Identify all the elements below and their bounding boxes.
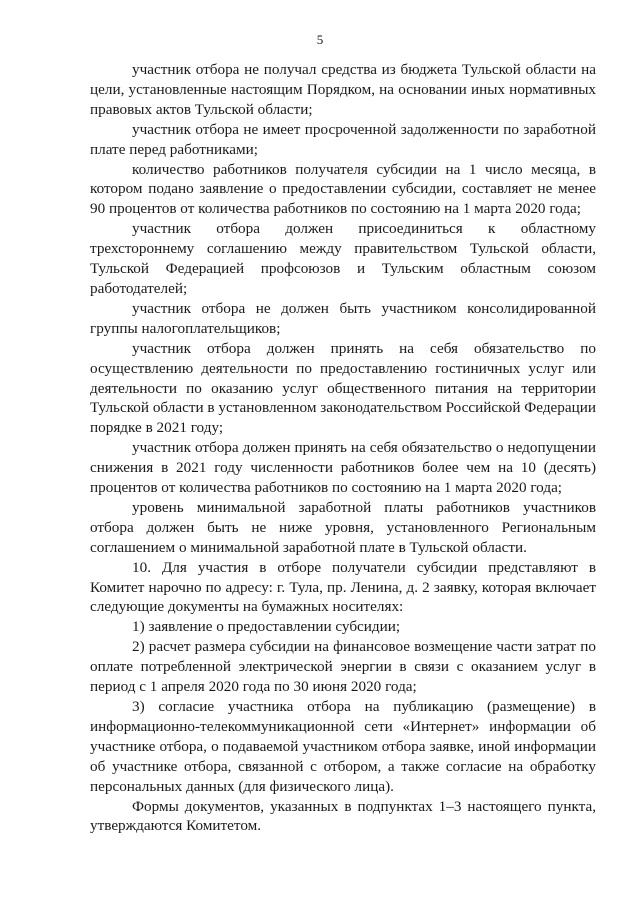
document-body [90,60,596,836]
list-item-3: 3) согласие участника отбора на публикацию (размещение) в информационно-телекоммуникационной сети «Интернет» информации об участнике отбора, о подаваемой участником отбора заявке, иной информации об участнике отбора, связанной с отбором, а также согласие на обработку персональных данных (для физического лица). [90,698,596,795]
paragraph-clause-10: 10. Для участия в отборе получатели субсидии представляют в Комитет нарочно по адресу: г. Тула, пр. Ленина, д. 2 заявку, которая включает следующие документы на бумажных носителях: [90,558,596,616]
paragraph-activity-obligation: участник отбора должен принять на себя обязательство по осуществлению деятельности по предоставлению гостиничных услуг или деятельности по оказанию услуг общественного питания на территории Тульской области в установленном законодательством Российской Федерации порядке в 2021 году; [90,339,596,437]
list-item-2: 2) расчет размера субсидии на финансовое возмещение части затрат по оплате потребленной электрической энергии в связи с оказанием услуг в период с 1 апреля 2020 года по 30 июня 2020 года; [90,638,596,696]
paragraph-tripartite-agreement: участник отбора должен присоединиться к областному трехстороннему соглашению между правительством Тульской области, Тульской Федерацией профсоюзов и Тульским областным союзом работодателей; [90,220,596,297]
list-item-1: 1) заявление о предоставлении субсидии; [132,618,401,636]
paragraph-minimum-wage: уровень минимальной заработной платы работников участников отбора должен быть не ниже уровня, установленного Региональным соглашением о минимальной заработной плате в Тульской области. [90,498,596,556]
paragraph-no-budget-funds: участник отбора не получал средства из бюджета Тульской области на цели, установленные настоящим Порядком, на основании иных нормативных правовых актов Тульской области; [90,61,596,118]
paragraph-employee-count: количество работников получателя субсидии на 1 число месяца, в котором подано заявление о предоставлении субсидии, составляет не менее 90 процентов от количества работников по состоянию на 1 марта 2020 года; [90,160,596,218]
paragraph-consolidated-group: участник отбора не должен быть участником консолидированной группы налогоплательщиков; [90,299,596,337]
paragraph-headcount-obligation: участник отбора должен принять на себя обязательство о недопущении снижения в 2021 году численности работников более чем на 10 (десять) процентов от количества работников по состоянию на 1 марта 2020 года; [90,439,596,497]
page-number: 5 [316,32,324,47]
paragraph-document-forms: Формы документов, указанных в подпунктах 1–3 настоящего пункта, утверждаются Комитетом. [90,797,596,835]
paragraph-no-wage-debt: участник отбора не имеет просроченной задолженности по заработной плате перед работниками; [90,120,596,158]
